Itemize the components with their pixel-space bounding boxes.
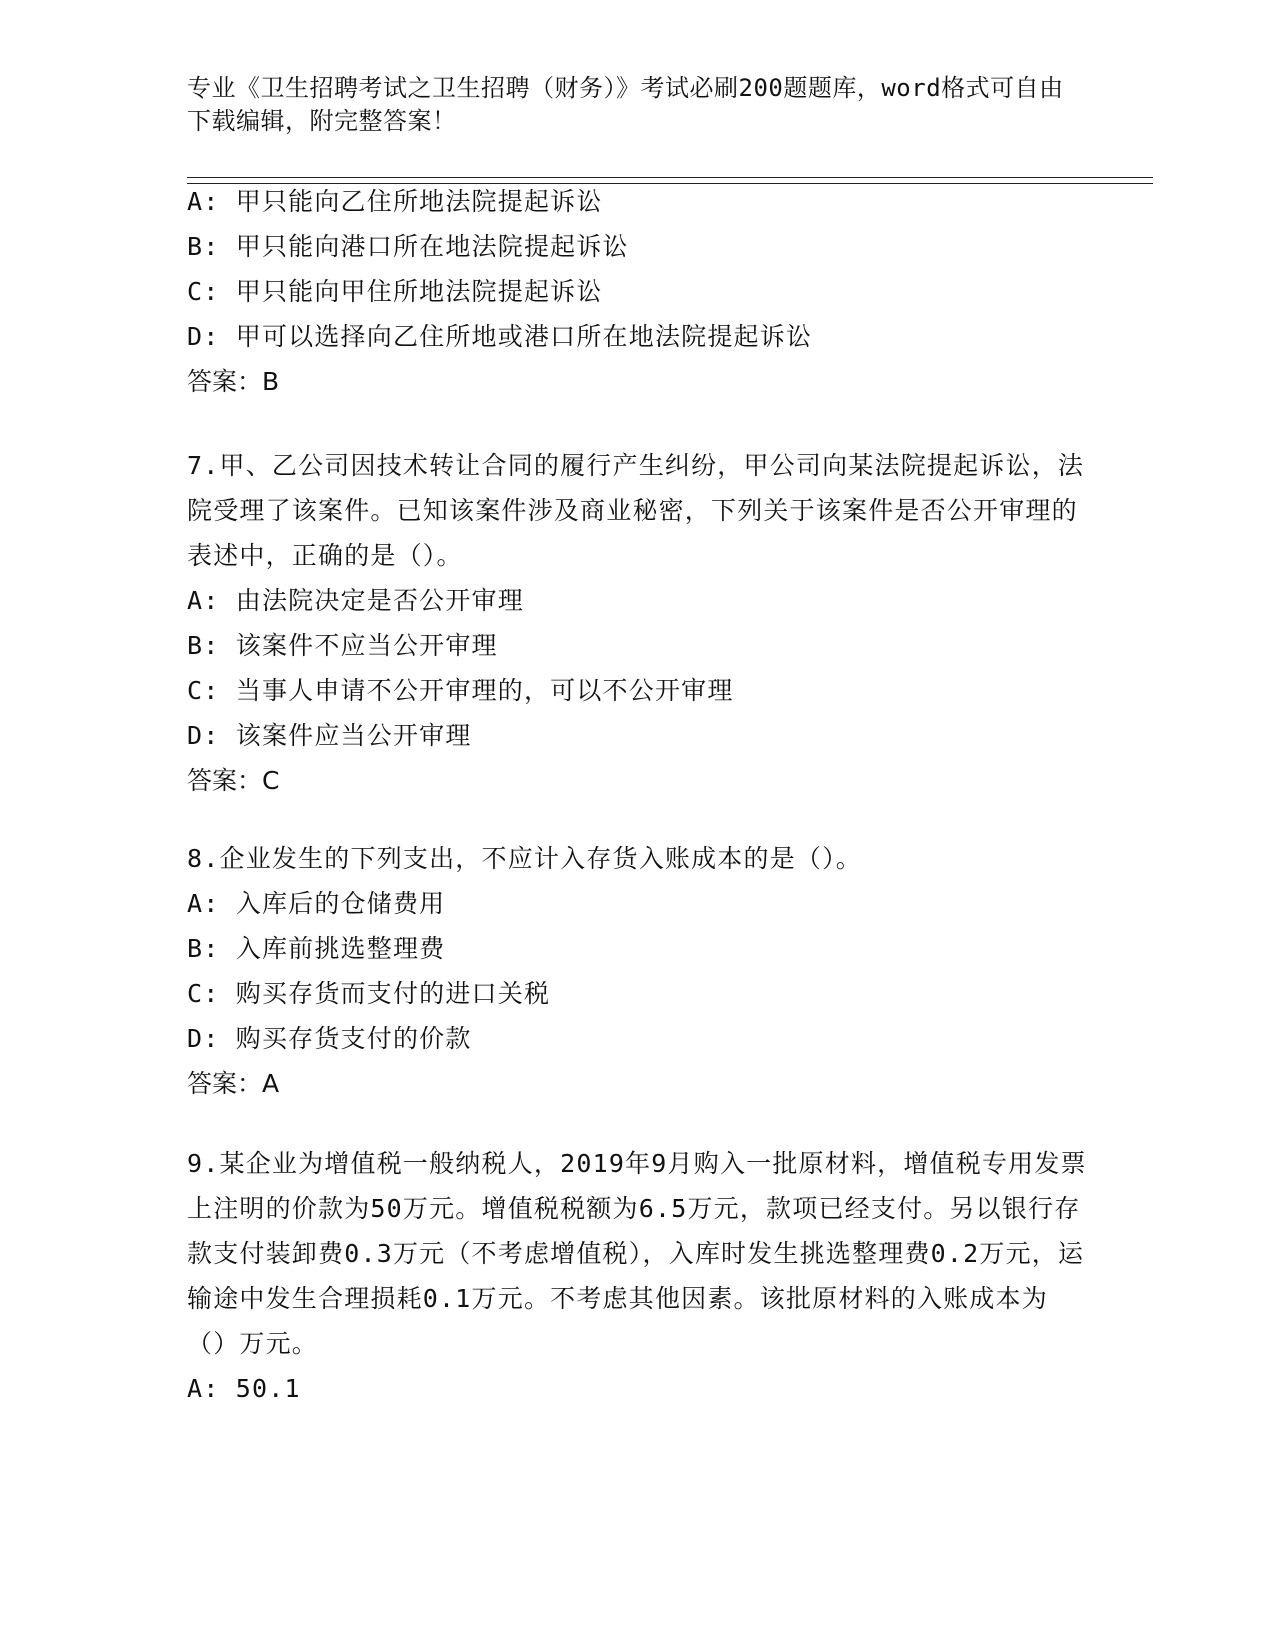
question-7-option-a: A: 由法院决定是否公开审理 [187, 586, 524, 615]
question-6-answer: 答案：B [187, 367, 280, 396]
question-8-option-a: A: 入库后的仓储费用 [187, 889, 446, 918]
question-6 [187, 179, 1087, 404]
question-8-option-c: C: 购买存货而支付的进口关税 [187, 979, 551, 1008]
question-8 [187, 836, 1087, 1106]
question-7-stem: 7.甲、乙公司因技术转让合同的履行产生纠纷，甲公司向某法院提起诉讼，法院受理了该案件。已知该案件涉及商业秘密，下列关于该案件是否公开审理的表述中，正确的是（）。 [187, 451, 1085, 570]
question-8-option-d: D: 购买存货支付的价款 [187, 1024, 472, 1053]
question-9 [187, 1141, 1087, 1411]
question-7-option-c: C: 当事人申请不公开审理的，可以不公开审理 [187, 676, 734, 705]
question-8-stem: 8.企业发生的下列支出，不应计入存货入账成本的是（）。 [187, 844, 863, 873]
document-header: 专业《卫生招聘考试之卫生招聘（财务）》考试必刷200题题库，word格式可自由下载编辑，附完整答案！ [187, 74, 1064, 135]
question-6-option-c: C: 甲只能向甲住所地法院提起诉讼 [187, 277, 603, 306]
question-8-option-b: B: 入库前挑选整理费 [187, 934, 446, 963]
question-7-option-b: B: 该案件不应当公开审理 [187, 631, 498, 660]
question-7-answer: 答案：C [187, 766, 280, 795]
question-9-stem: 9.某企业为增值税一般纳税人，2019年9月购入一批原材料，增值税专用发票上注明的价款为50万元。增值税税额为6.5万元，款项已经支付。另以银行存款支付装卸费0.3万元（不考虑增值税），入库时发生挑选整理费0.2万元，运输途中发生合理损耗0.1万元。不考虑其他因素。该批原材料的入账成本为（）万元。 [187, 1149, 1087, 1358]
question-6-option-d: D: 甲可以选择向乙住所地或港口所在地法院提起诉讼 [187, 322, 813, 351]
question-8-answer: 答案：A [187, 1069, 280, 1098]
question-6-option-b: B: 甲只能向港口所在地法院提起诉讼 [187, 232, 629, 261]
question-7 [187, 443, 1087, 803]
question-7-option-d: D: 该案件应当公开审理 [187, 721, 472, 750]
question-9-option-a: A: 50.1 [187, 1374, 301, 1403]
header-rule-top [187, 177, 1153, 178]
question-6-option-a: A: 甲只能向乙住所地法院提起诉讼 [187, 187, 603, 216]
